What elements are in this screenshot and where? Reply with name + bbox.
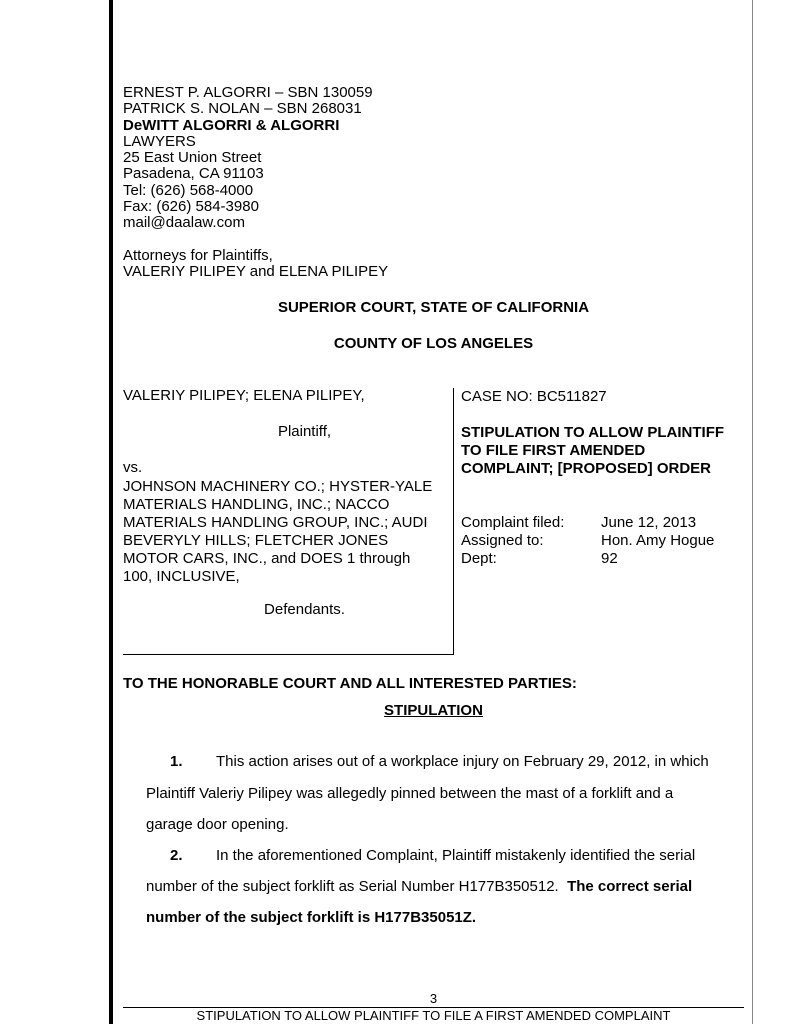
case-detail-row [461,532,714,550]
defendants-line: MOTOR CARS, INC., and DOES 1 through [123,550,411,567]
versus-label: vs. [123,459,143,476]
attorney-line-2: PATRICK S. NOLAN – SBN 268031 [123,100,362,118]
assigned-to-label: Assigned to: [461,532,544,549]
county-name: COUNTY OF LOS ANGELES [333,335,534,352]
defendants-names [123,478,432,586]
case-details-table [461,514,714,568]
document-title-line: TO FILE FIRST AMENDED [461,442,646,459]
defendants-line: BEVERYLY HILLS; FLETCHER JONES [123,532,389,549]
paragraph-2-line-2-plain: number of the subject forklift as Serial Number H177B350512. [146,878,568,895]
defendants-line: MATERIALS HANDLING GROUP, INC.; AUDI [123,514,428,531]
paragraph-2-line-2-bold: The correct serial [567,878,693,895]
firm-fax: Fax: (626) 584-3980 [123,198,259,216]
firm-telephone: Tel: (626) 568-4000 [123,181,254,199]
department-value: 92 [601,550,618,567]
stipulation-heading: STIPULATION [384,702,483,719]
paragraph-2-number: 2. [170,847,183,864]
firm-address-city: Pasadena, CA 91103 [123,165,264,183]
defendants-line: MATERIALS HANDLING, INC.; NACCO [123,496,390,513]
footer-title: STIPULATION TO ALLOW PLAINTIFF TO FILE A FIRST AMENDED COMPLAINT [196,1008,671,1023]
paragraph-1-number: 1. [170,753,183,770]
firm-email: mail@daalaw.com [123,214,245,232]
document-title [461,424,751,478]
attorney-line-1: ERNEST P. ALGORRI – SBN 130059 [123,84,373,101]
page-number: 3 [429,991,438,1006]
spacer [123,232,388,248]
complaint-filed-value: June 12, 2013 [601,514,697,531]
document-title-line: STIPULATION TO ALLOW PLAINTIFF [461,424,725,441]
case-detail-row [461,550,714,568]
firm-address-street: 25 East Union Street [123,149,262,167]
case-detail-row [461,514,714,532]
defendants-line: JOHNSON MACHINERY CO.; HYSTER-YALE [123,478,433,495]
department-label: Dept: [461,550,497,567]
plaintiffs-names: VALERIY PILIPEY; ELENA PILIPEY, [123,387,365,404]
salutation-heading: TO THE HONORABLE COURT AND ALL INTERESTED PARTIES: [123,675,577,692]
paragraph-1-line-2: Plaintiff Valeriy Pilipey was allegedly pinned between the mast of a forklift and a [146,785,674,802]
assigned-to-value: Hon. Amy Hogue [601,532,715,549]
left-margin-rule [109,0,113,1024]
right-margin-rule [752,0,753,1024]
paragraph-2-line-2 [146,878,692,895]
case-info-block [461,388,751,568]
court-name: SUPERIOR COURT, STATE OF CALIFORNIA [277,299,590,316]
attorney-header [123,85,388,281]
plaintiff-label: Plaintiff, [277,423,332,440]
parties-caption-box [123,388,454,655]
clients-line: VALERIY PILIPEY and ELENA PILIPEY [123,263,389,281]
case-number: CASE NO: BC511827 [461,388,607,405]
firm-line-lawyers: LAWYERS [123,132,196,150]
defendant-label: Defendants. [264,601,345,618]
paragraph-2-line-3: number of the subject forklift is H177B35051Z. [146,909,477,926]
complaint-filed-label: Complaint filed: [461,514,565,531]
attorneys-for-line: Attorneys for Plaintiffs, [123,246,273,264]
paragraph-2-line-1: In the aforementioned Complaint, Plaintiff mistakenly identified the serial [216,847,696,864]
paragraph-1-line-3: garage door opening. [146,816,289,833]
paragraph-1-line-1: This action arises out of a workplace injury on February 29, 2012, in which [216,753,709,770]
firm-name: DeWITT ALGORRI & ALGORRI [123,116,340,134]
defendants-line: 100, INCLUSIVE, [123,568,240,585]
document-title-line: COMPLAINT; [PROPOSED] ORDER [461,460,712,477]
